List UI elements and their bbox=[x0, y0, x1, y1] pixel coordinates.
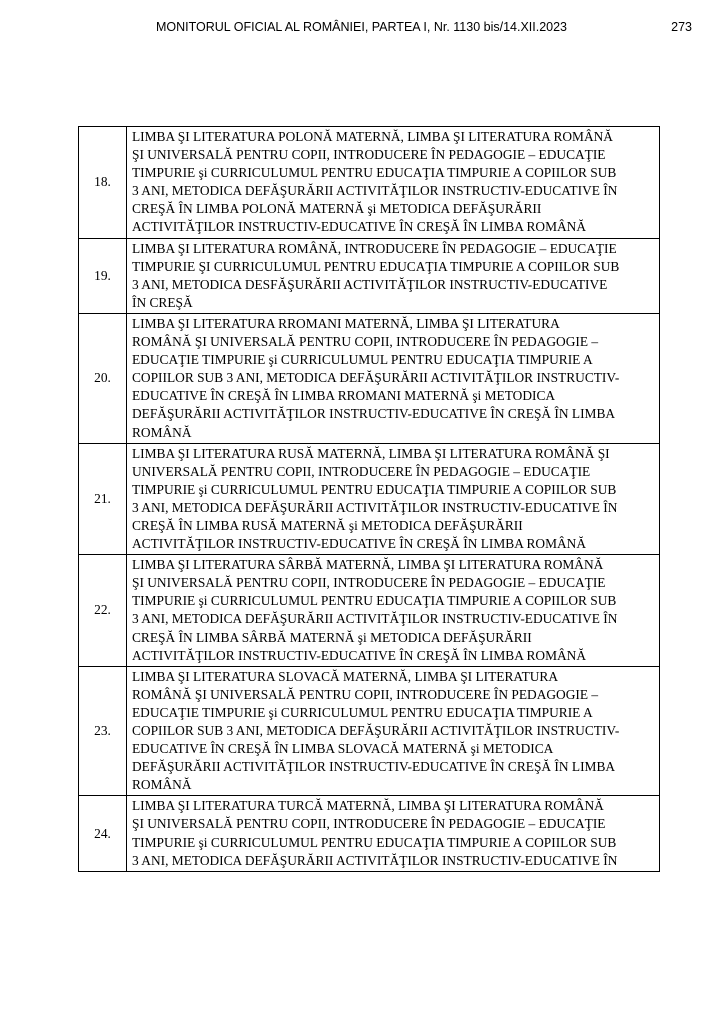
subject-line: 3 ANI, METODICA DEFĂŞURĂRII ACTIVITĂŢILOR INSTRUCTIV-EDUCATIVE ÎN bbox=[132, 499, 618, 515]
subject-cell bbox=[127, 796, 660, 871]
subject-line: LIMBA ŞI LITERATURA POLONĂ MATERNĂ, LIMBA ŞI LITERATURA ROMÂNĂ bbox=[132, 129, 613, 144]
subject-line: ÎN CREŞĂ bbox=[132, 294, 193, 310]
subject-cell bbox=[127, 313, 660, 443]
subject-line: CREŞĂ ÎN LIMBA POLONĂ MATERNĂ şi METODICA DEFĂŞURĂRII bbox=[132, 201, 542, 217]
subject-cell bbox=[127, 555, 660, 667]
subject-line: TIMPURIE ŞI CURRICULUMUL PENTRU EDUCAŢIA TIMPURIE A COPIILOR SUB bbox=[132, 258, 620, 274]
subject-line: ŞI UNIVERSALĂ PENTRU COPII, INTRODUCERE ÎN PEDAGOGIE – EDUCAŢIE bbox=[132, 816, 606, 832]
subject-line: 3 ANI, METODICA DEFĂŞURĂRII ACTIVITĂŢILOR INSTRUCTIV-EDUCATIVE ÎN bbox=[132, 183, 618, 199]
subject-line: ROMÂNĂ ŞI UNIVERSALĂ PENTRU COPII, INTRODUCERE ÎN PEDAGOGIE – bbox=[132, 334, 599, 350]
subject-line: 3 ANI, METODICA DEFĂŞURĂRII ACTIVITĂŢILOR INSTRUCTIV-EDUCATIVE ÎN bbox=[132, 852, 618, 868]
subject-line: CREŞĂ ÎN LIMBA SÂRBĂ MATERNĂ şi METODICA DEFĂŞURĂRII bbox=[132, 629, 532, 645]
page-header bbox=[0, 20, 723, 36]
row-number: 19. bbox=[79, 238, 127, 313]
subject-line: LIMBA ŞI LITERATURA ROMÂNĂ, INTRODUCERE ÎN PEDAGOGIE – EDUCAŢIE bbox=[132, 240, 617, 256]
subject-line: TIMPURIE şi CURRICULUMUL PENTRU EDUCAŢIA TIMPURIE A COPIILOR SUB bbox=[132, 481, 617, 497]
table-row bbox=[79, 555, 660, 667]
page-number: 273 bbox=[671, 20, 692, 34]
subject-line: ACTIVITĂŢILOR INSTRUCTIV-EDUCATIVE ÎN CREŞĂ ÎN LIMBA ROMÂNĂ bbox=[132, 647, 587, 663]
table-row bbox=[79, 796, 660, 871]
subject-cell bbox=[127, 127, 660, 239]
subject-line: 3 ANI, METODICA DEFĂŞURĂRII ACTIVITĂŢILOR INSTRUCTIV-EDUCATIVE ÎN bbox=[132, 611, 618, 627]
subject-line: ROMÂNĂ bbox=[132, 777, 192, 793]
row-number: 24. bbox=[79, 796, 127, 871]
table-row bbox=[79, 127, 660, 239]
subject-line: EDUCAŢIE TIMPURIE şi CURRICULUMUL PENTRU EDUCAŢIA TIMPURIE A bbox=[132, 704, 593, 720]
row-number: 21. bbox=[79, 443, 127, 555]
subject-line: COPIILOR SUB 3 ANI, METODICA DEFĂŞURĂRII ACTIVITĂŢILOR INSTRUCTIV- bbox=[132, 723, 620, 738]
table-body bbox=[79, 127, 660, 872]
table-row bbox=[79, 313, 660, 443]
subject-line: TIMPURIE şi CURRICULUMUL PENTRU EDUCAŢIA TIMPURIE A COPIILOR SUB bbox=[132, 834, 617, 850]
row-number: 22. bbox=[79, 555, 127, 667]
subject-line: ACTIVITĂŢILOR INSTRUCTIV-EDUCATIVE ÎN CREŞĂ ÎN LIMBA ROMÂNĂ bbox=[132, 536, 587, 552]
row-number: 23. bbox=[79, 666, 127, 796]
subject-line: EDUCAŢIE TIMPURIE şi CURRICULUMUL PENTRU EDUCAŢIA TIMPURIE A bbox=[132, 352, 593, 368]
subject-line: CREŞĂ ÎN LIMBA RUSĂ MATERNĂ şi METODICA DEFĂŞURĂRII bbox=[132, 517, 523, 533]
subject-line: ROMÂNĂ bbox=[132, 424, 192, 440]
subject-line: ROMÂNĂ ŞI UNIVERSALĂ PENTRU COPII, INTRODUCERE ÎN PEDAGOGIE – bbox=[132, 686, 599, 702]
subject-line: DEFĂŞURĂRII ACTIVITĂŢILOR INSTRUCTIV-EDUCATIVE ÎN CREŞĂ ÎN LIMBA bbox=[132, 406, 616, 422]
subject-line: COPIILOR SUB 3 ANI, METODICA DEFĂŞURĂRII ACTIVITĂŢILOR INSTRUCTIV- bbox=[132, 370, 620, 386]
subject-line: LIMBA ŞI LITERATURA SÂRBĂ MATERNĂ, LIMBA ŞI LITERATURA ROMÂNĂ bbox=[132, 557, 604, 573]
subject-line: LIMBA ŞI LITERATURA TURCĂ MATERNĂ, LIMBA ŞI LITERATURA ROMÂNĂ bbox=[132, 798, 604, 814]
subject-line: 3 ANI, METODICA DESFĂŞURĂRII ACTIVITĂŢILOR INSTRUCTIV-EDUCATIVE bbox=[132, 276, 608, 292]
subject-cell bbox=[127, 666, 660, 796]
table-row bbox=[79, 666, 660, 796]
subject-line: ŞI UNIVERSALĂ PENTRU COPII, INTRODUCERE ÎN PEDAGOGIE – EDUCAŢIE bbox=[132, 575, 606, 591]
subject-line: TIMPURIE şi CURRICULUMUL PENTRU EDUCAŢIA TIMPURIE A COPIILOR SUB bbox=[132, 593, 617, 609]
subject-line: UNIVERSALĂ PENTRU COPII, INTRODUCERE ÎN PEDAGOGIE – EDUCAŢIE bbox=[132, 463, 591, 479]
subject-line: LIMBA ŞI LITERATURA RROMANI MATERNĂ, LIMBA ŞI LITERATURA bbox=[132, 315, 560, 331]
table-row bbox=[79, 443, 660, 555]
subject-line: ACTIVITĂŢILOR INSTRUCTIV-EDUCATIVE ÎN CREŞĂ ÎN LIMBA ROMÂNĂ bbox=[132, 219, 587, 235]
subject-line: LIMBA ŞI LITERATURA SLOVACĂ MATERNĂ, LIMBA ŞI LITERATURA bbox=[132, 668, 559, 684]
subject-line: TIMPURIE şi CURRICULUMUL PENTRU EDUCAŢIA TIMPURIE A COPIILOR SUB bbox=[132, 165, 617, 181]
gazette-title: MONITORUL OFICIAL AL ROMÂNIEI, PARTEA I, Nr. 1130 bis/14.XII.2023 bbox=[155, 20, 568, 34]
subject-line: DEFĂŞURĂRII ACTIVITĂŢILOR INSTRUCTIV-EDUCATIVE ÎN CREŞĂ ÎN LIMBA bbox=[132, 759, 616, 775]
subject-line: ŞI UNIVERSALĂ PENTRU COPII, INTRODUCERE ÎN PEDAGOGIE – EDUCAŢIE bbox=[132, 147, 606, 163]
subject-line: EDUCATIVE ÎN CREŞĂ ÎN LIMBA SLOVACĂ MATERNĂ şi METODICA bbox=[132, 741, 554, 757]
subject-cell bbox=[127, 238, 660, 313]
row-number: 20. bbox=[79, 313, 127, 443]
table-row bbox=[79, 238, 660, 313]
subject-cell bbox=[127, 443, 660, 555]
row-number: 18. bbox=[79, 127, 127, 239]
subjects-table bbox=[78, 126, 660, 872]
subject-line: LIMBA ŞI LITERATURA RUSĂ MATERNĂ, LIMBA ŞI LITERATURA ROMÂNĂ ŞI bbox=[132, 445, 610, 461]
subject-line: EDUCATIVE ÎN CREŞĂ ÎN LIMBA RROMANI MATERNĂ şi METODICA bbox=[132, 388, 556, 404]
